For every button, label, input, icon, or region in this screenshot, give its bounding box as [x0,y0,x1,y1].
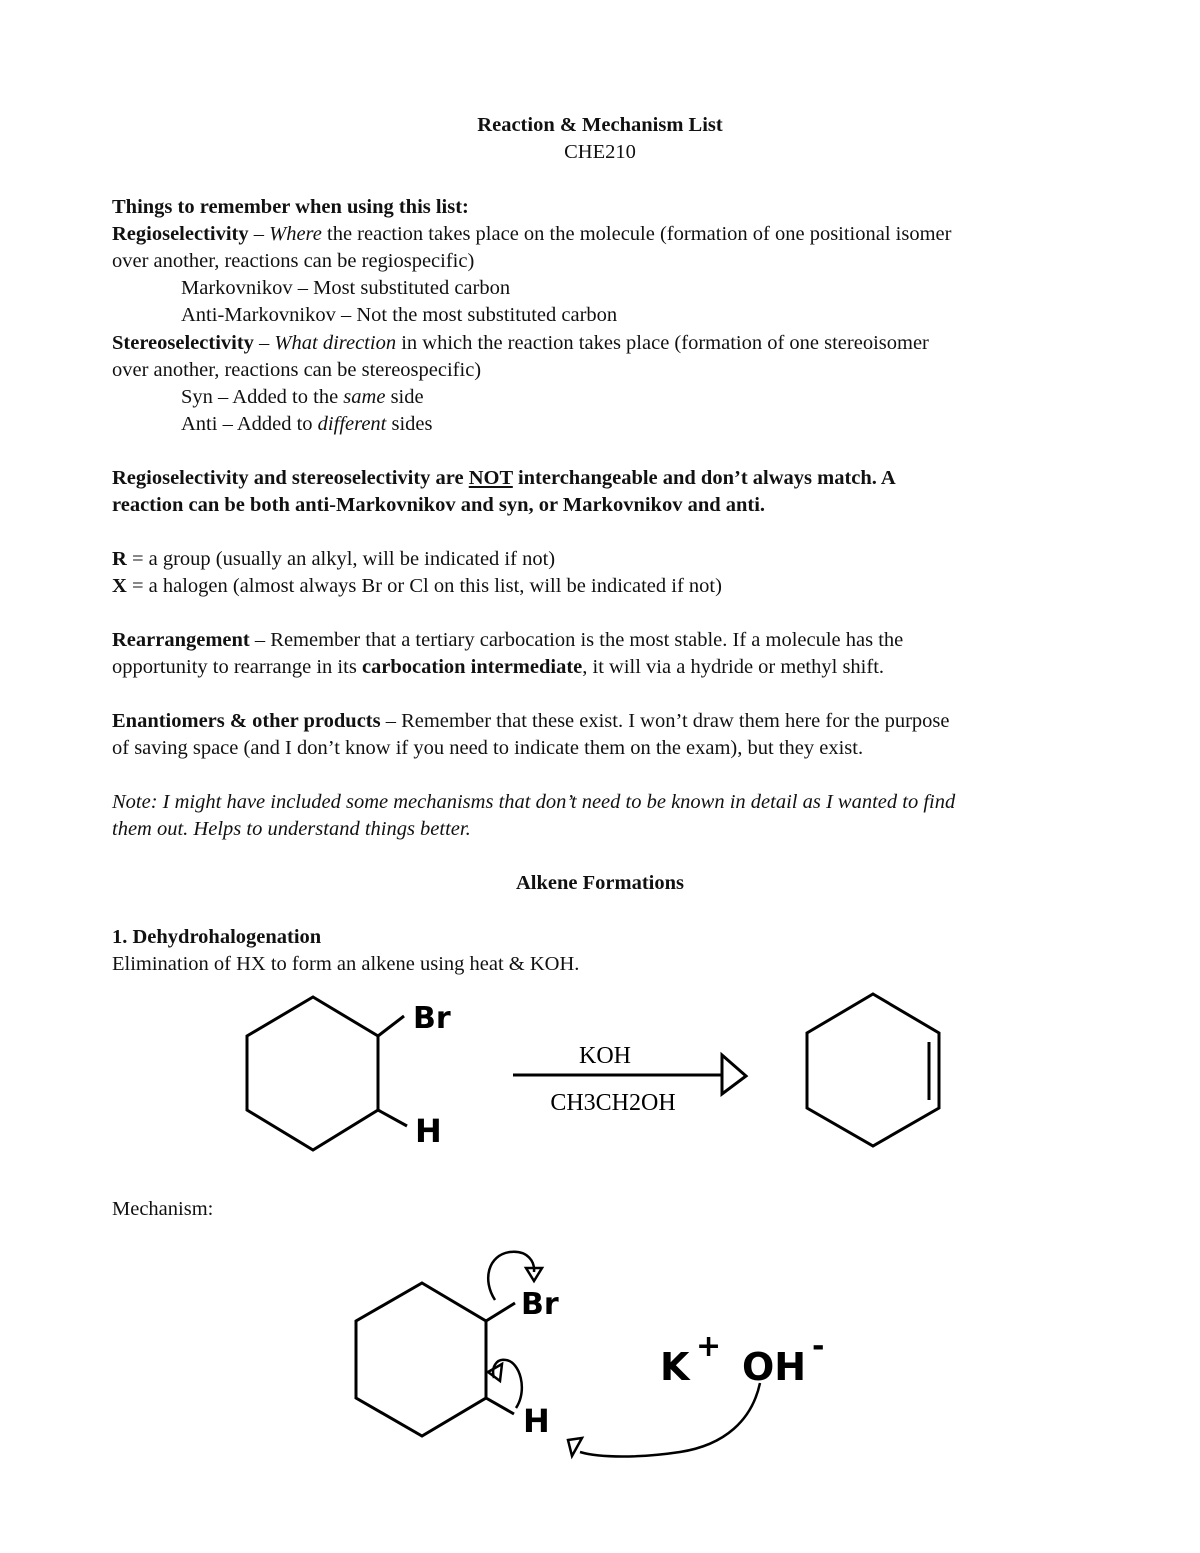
reagent-top-label: KOH [579,1043,631,1069]
hydroxide-charge: - [812,1329,825,1364]
rearrangement-line-2: opportunity to rearrange in its carbocation intermediate, it will via a hydride or methyl shift. [112,656,885,678]
reactant-br-label: Br [413,1001,451,1036]
mechanism-cyclohexane-ring [356,1283,486,1436]
r-definition: R = a group (usually an alkyl, will be indicated if not) [112,548,556,570]
stereoselectivity-continued: over another, reactions can be stereospecific) [112,359,482,381]
intro-heading: Things to remember when using this list: [112,196,469,218]
regioselectivity-definition: Regioselectivity – Where the reaction takes place on the molecule (formation of one positional isomer [112,223,952,245]
warning-line-1: Regioselectivity and stereoselectivity are NOT interchangeable and don’t always match. A [112,467,896,489]
markovnikov-definition: Markovnikov – Most substituted carbon [181,277,511,299]
section-title: Alkene Formations [516,872,684,894]
mechanism-h-bond [486,1398,514,1414]
anti-definition: Anti – Added to different sides [181,413,433,435]
note-line-1: Note: I might have included some mechanisms that don’t need to be known in detail as I wanted to find [112,791,956,813]
rearrangement-line-1: Rearrangement – Remember that a tertiary carbocation is the most stable. If a molecule has the [112,629,904,651]
hydroxide-label: OH [742,1345,807,1389]
warning-line-2: reaction can be both anti-Markovnikov and syn, or Markovnikov and anti. [112,494,766,516]
syn-definition: Syn – Added to the same side [181,386,424,408]
document-title: Reaction & Mechanism List [477,114,723,136]
reagent-bottom-label: CH3CH2OH [550,1090,676,1116]
potassium-charge: + [696,1329,722,1364]
reaction-description: Elimination of HX to form an alkene using heat & KOH. [112,953,580,975]
mechanism-br-bond [486,1303,515,1321]
mechanism-h-label: H [523,1402,550,1440]
enantiomers-line-1: Enantiomers & other products – Remember that these exist. I won’t draw them here for the purpose [112,710,950,732]
mechanism-label: Mechanism: [112,1198,214,1220]
mechanism-br-label: Br [521,1287,559,1322]
course-code: CHE210 [564,141,636,163]
mechanism-arrow-oh-to-h [580,1383,760,1457]
reaction-heading: 1. Dehydrohalogenation [112,926,322,948]
stereoselectivity-definition: Stereoselectivity – What direction in which the reaction takes place (formation of one stereoisomer [112,332,929,354]
reactant-h-label: H [415,1112,442,1150]
x-definition: X = a halogen (almost always Br or Cl on this list, will be indicated if not) [112,575,722,597]
anti-markovnikov-definition: Anti-Markovnikov – Not the most substituted carbon [181,304,618,326]
regioselectivity-continued: over another, reactions can be regiospecific) [112,250,475,272]
note-line-2: them out. Helps to understand things better. [112,818,471,840]
mechanism-arrow-oh-to-h-head [568,1438,582,1456]
potassium-ion-label: K [660,1345,690,1389]
enantiomers-line-2: of saving space (and I don’t know if you need to indicate them on the exam), but they exist. [112,737,864,759]
